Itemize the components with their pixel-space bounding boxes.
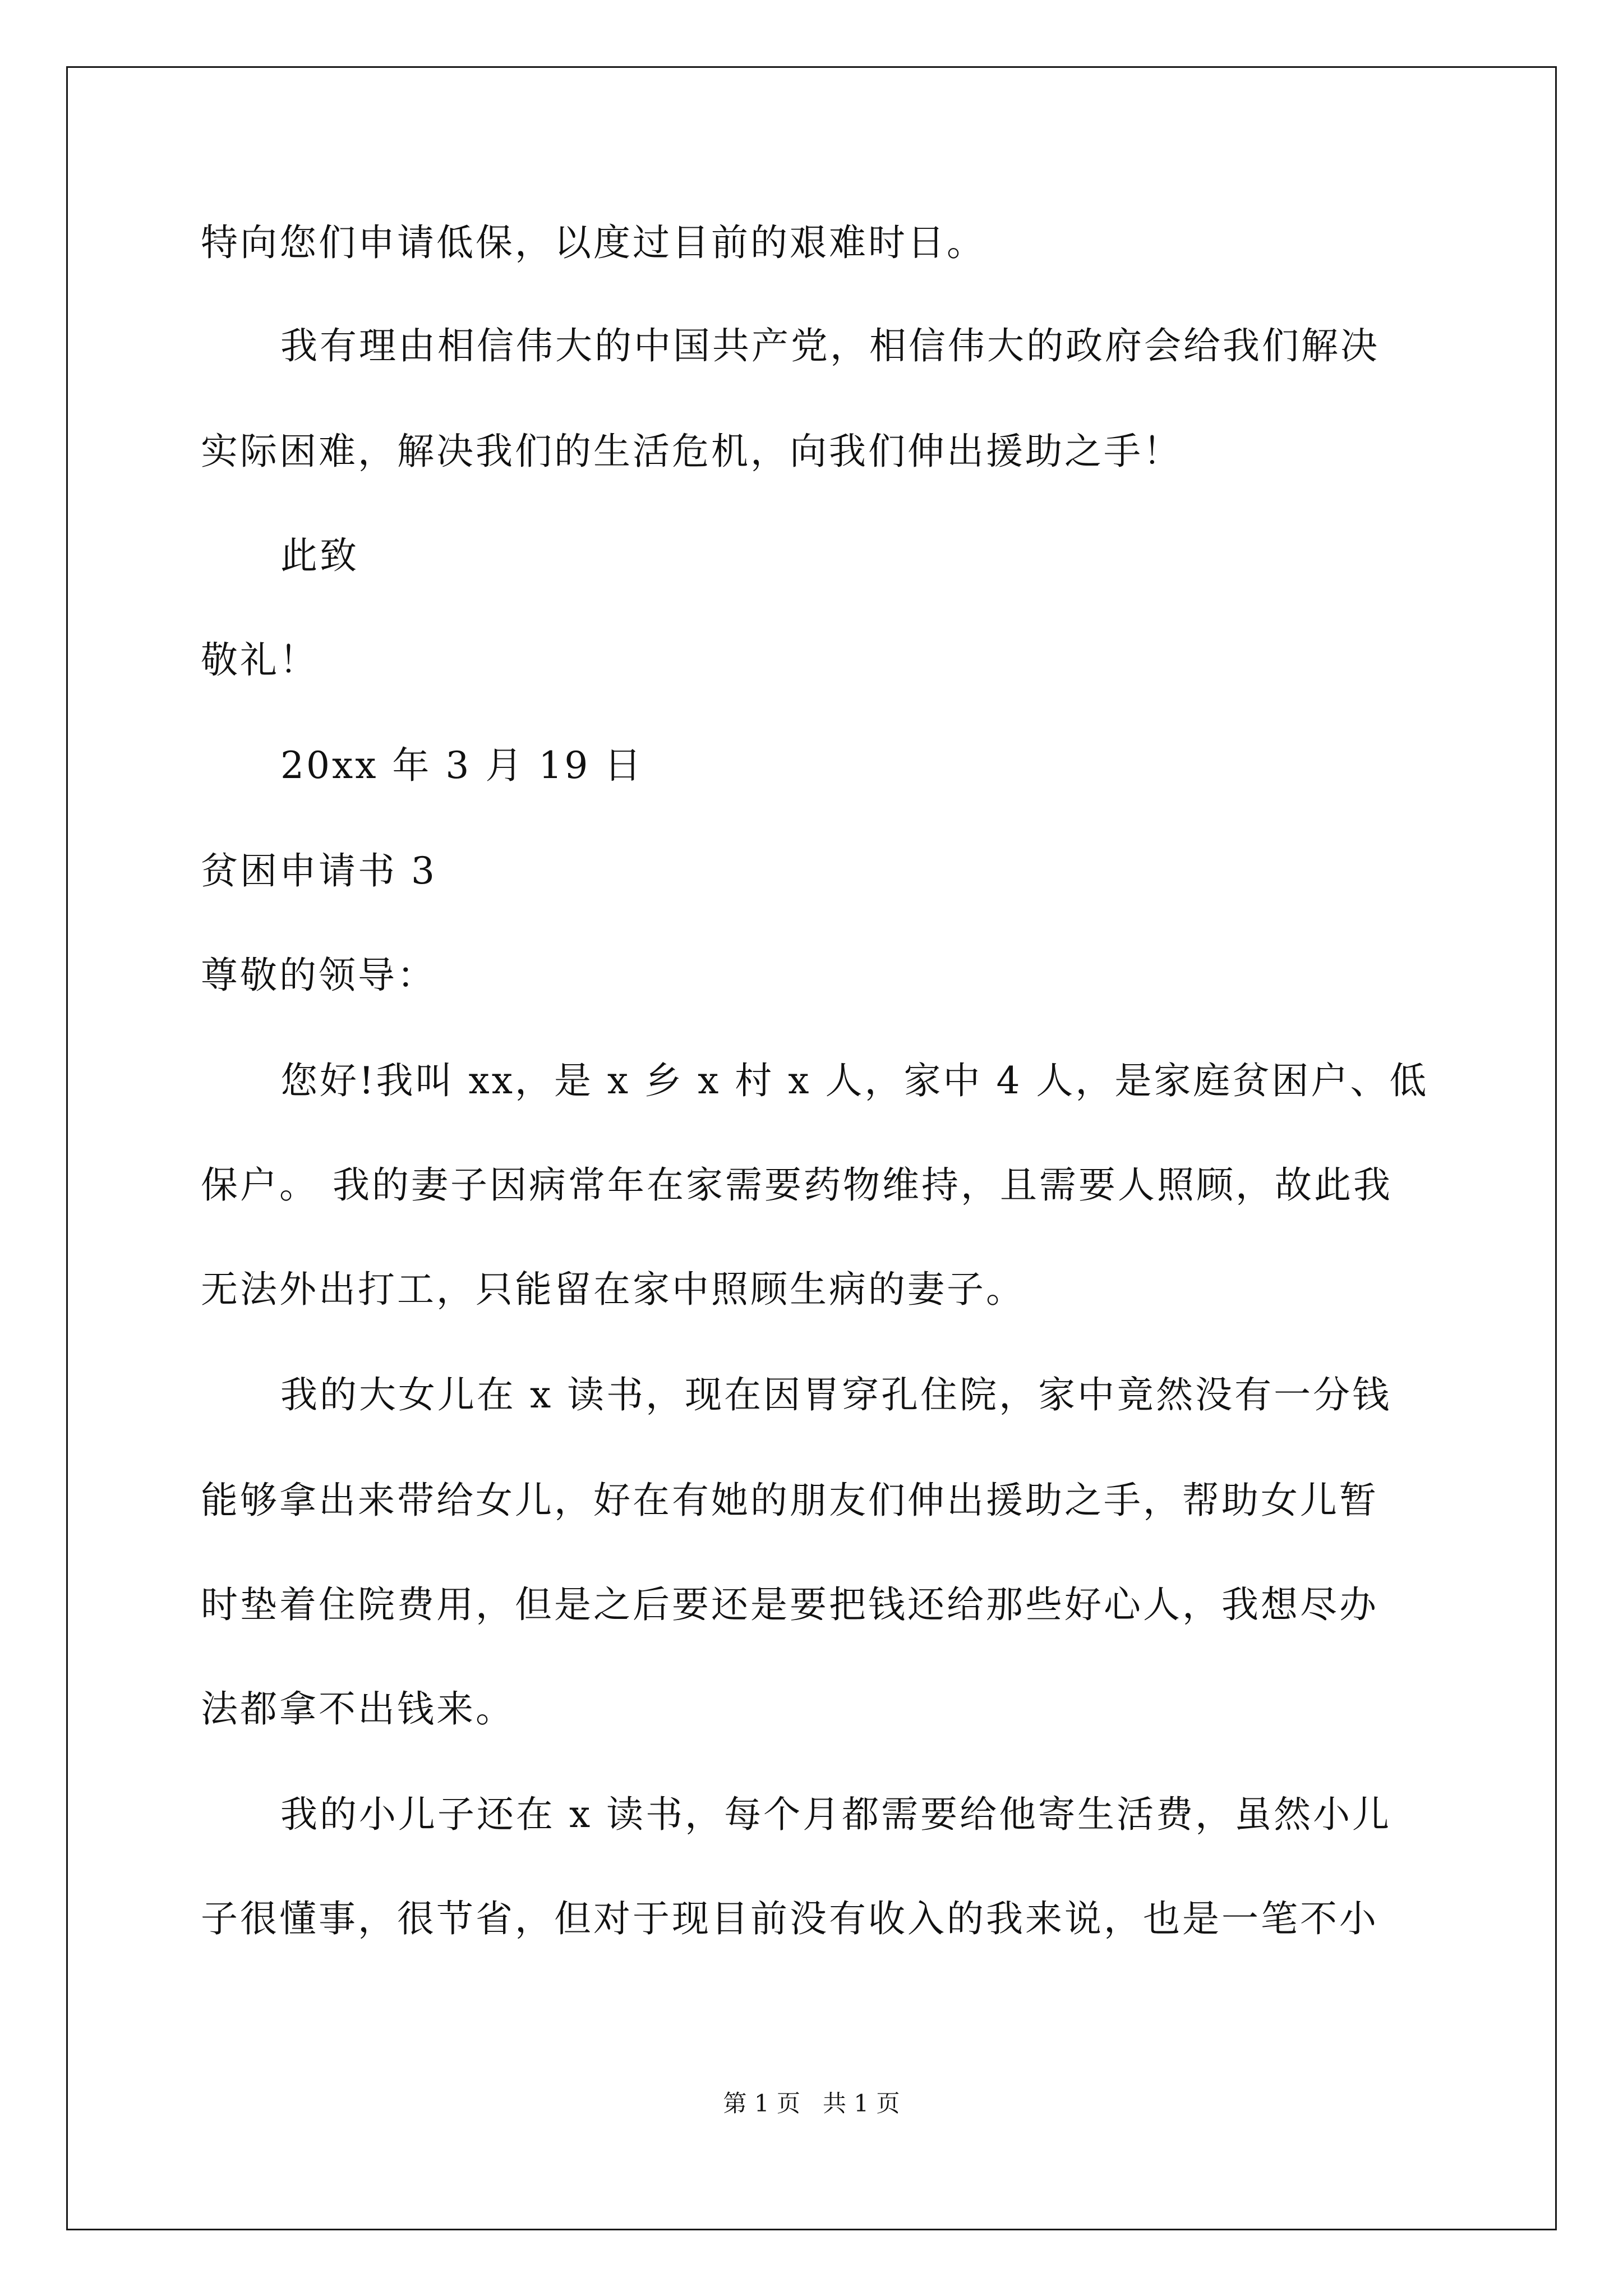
- paragraph-line: 我的小儿子还在 x 读书，每个月都需要给他寄生活费，虽然小儿: [280, 1793, 1392, 1836]
- paragraph-line: 实际困难，解决我们的生活危机，向我们伸出援助之手！: [201, 430, 1182, 473]
- paragraph-line: 特向您们申请低保，以度过目前的艰难时日。: [201, 221, 986, 264]
- paragraph-line: 时垫着住院费用，但是之后要还是要把钱还给那些好心人，我想尽办: [201, 1583, 1378, 1626]
- paragraph-line: 法都拿不出钱来。: [201, 1687, 515, 1731]
- greeting: 尊敬的领导：: [201, 954, 436, 997]
- paragraph-line: 我的大女儿在 x 读书，现在因胃穿孔住院，家中竟然没有一分钱: [280, 1373, 1392, 1416]
- page-footer: 第 1 页 共 1 页: [723, 2090, 900, 2117]
- paragraph-line: 能够拿出来带给女儿，好在有她的朋友们伸出援助之手，帮助女儿暂: [201, 1479, 1378, 1522]
- closing-salutation: 此致: [280, 534, 359, 577]
- paragraph-line: 您好!我叫 xx，是 x 乡 x 村 x 人，家中 4 人，是家庭贫困户、低: [280, 1059, 1429, 1102]
- section-title: 贫困申请书 3: [201, 849, 437, 892]
- paragraph-line: 保户。 我的妻子因病常年在家需要药物维持，且需要人照顾，故此我: [201, 1163, 1393, 1207]
- closing-respect: 敬礼！: [201, 638, 319, 682]
- letter-date: 20xx 年 3 月 19 日: [280, 744, 644, 787]
- paragraph-line: 我有理由相信伟大的中国共产党，相信伟大的政府会给我们解决: [280, 324, 1380, 367]
- paragraph-line: 无法外出打工，只能留在家中照顾生病的妻子。: [201, 1268, 1025, 1311]
- paragraph-line: 子很懂事，很节省，但对于现目前没有收入的我来说，也是一笔不小: [201, 1897, 1378, 1940]
